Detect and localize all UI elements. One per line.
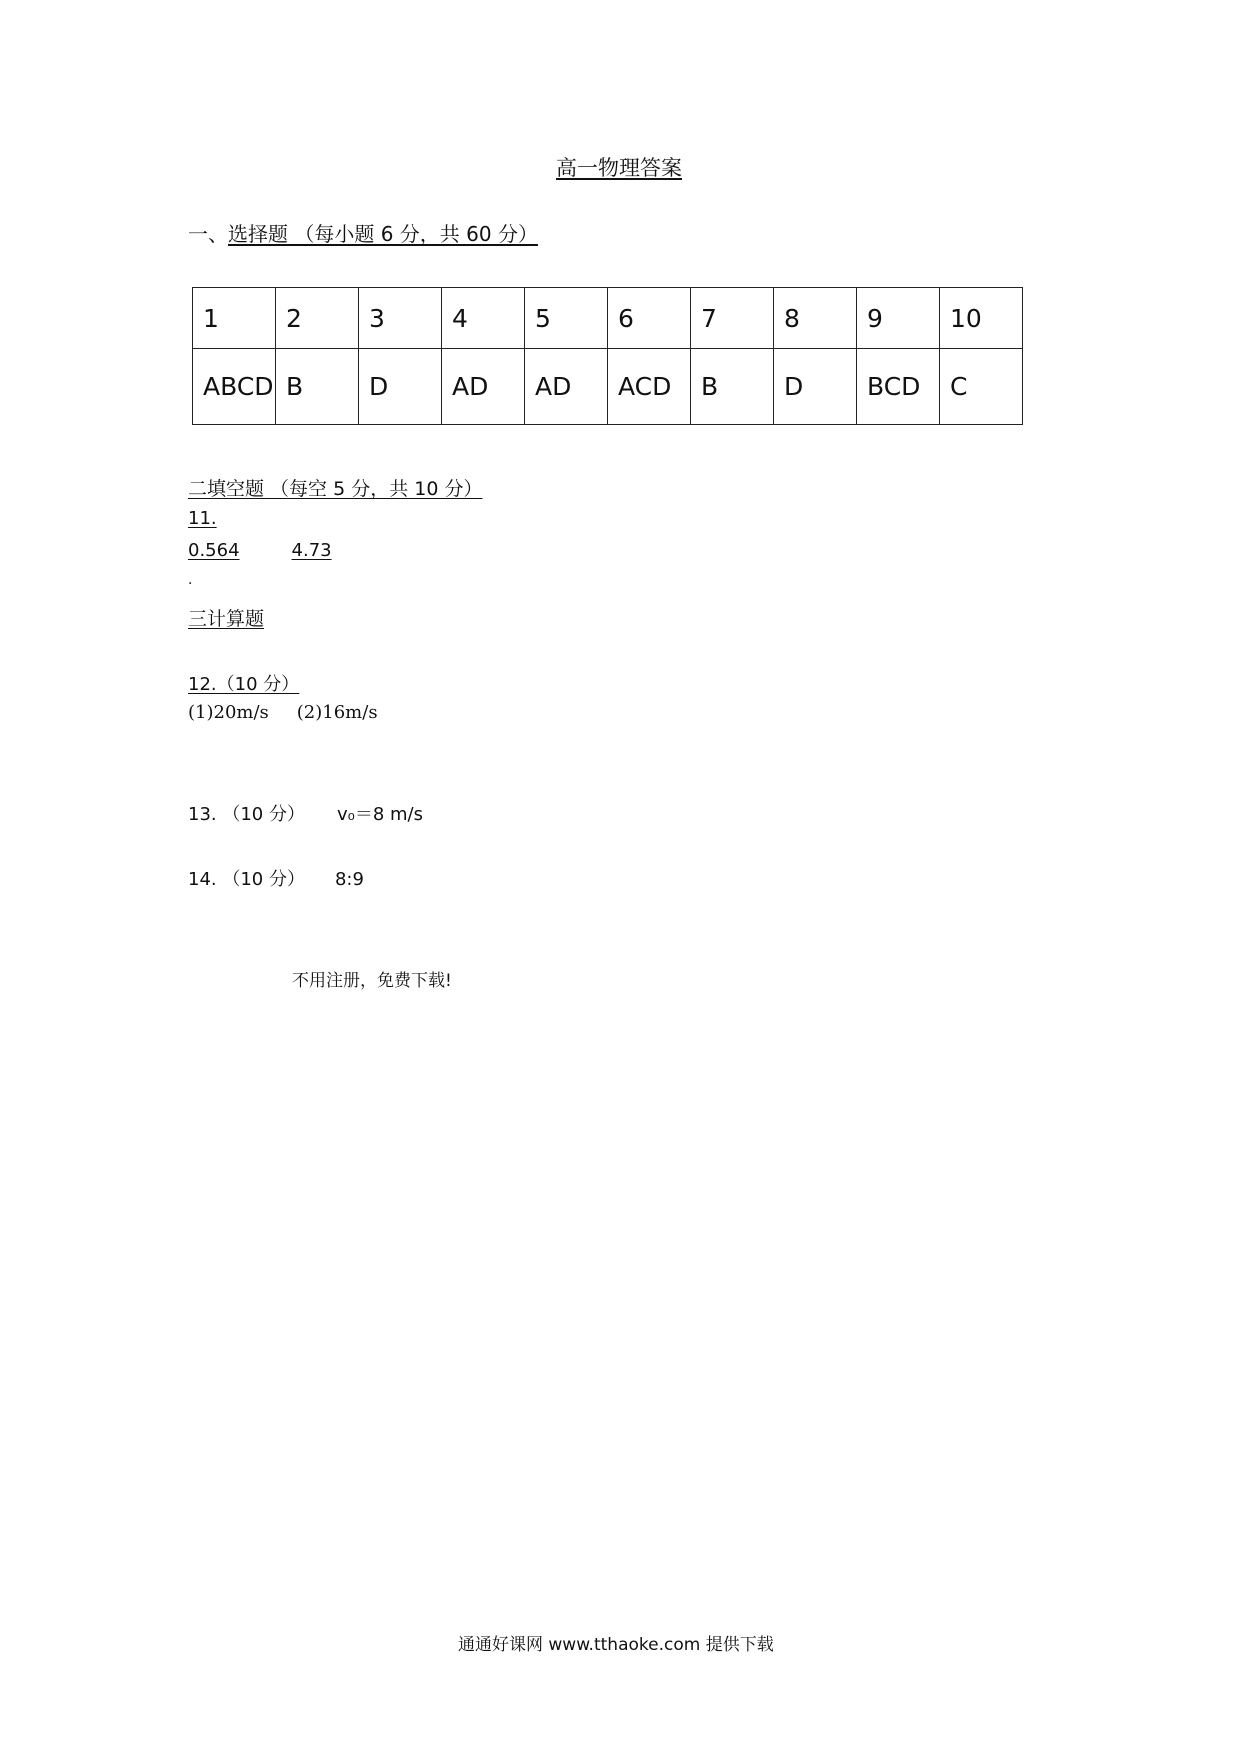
question-number-cell: 9 bbox=[857, 288, 940, 349]
question-11-answer-1: 0.564 bbox=[188, 540, 240, 561]
question-14 bbox=[188, 865, 364, 891]
answer-cell: B bbox=[276, 349, 359, 425]
question-number-cell: 10 bbox=[940, 288, 1023, 349]
answer-cell: D bbox=[774, 349, 857, 425]
section-3-heading: 三计算题 bbox=[188, 608, 265, 630]
question-number-cell: 8 bbox=[774, 288, 857, 349]
answer-table bbox=[192, 287, 1023, 425]
answer-cell: AD bbox=[525, 349, 608, 425]
answer-cell: B bbox=[691, 349, 774, 425]
stray-mark: . bbox=[188, 572, 193, 588]
question-12-answers bbox=[188, 702, 378, 723]
answer-cell: BCD bbox=[857, 349, 940, 425]
question-number-cell: 5 bbox=[525, 288, 608, 349]
answer-cell: C bbox=[940, 349, 1023, 425]
question-12-answer-1: (1)20m/s bbox=[188, 702, 269, 723]
section-2-heading: 二填空题 （每空 5 分，共 10 分） bbox=[188, 478, 483, 500]
question-number-cell: 3 bbox=[359, 288, 442, 349]
answer-cell: D bbox=[359, 349, 442, 425]
answer-cell: ACD bbox=[608, 349, 691, 425]
question-12-answer-2: (2)16m/s bbox=[296, 702, 378, 723]
question-14-answer: 8:9 bbox=[334, 869, 364, 890]
promo-text: 不用注册，免费下载! bbox=[292, 971, 452, 991]
question-11-answers bbox=[188, 540, 332, 561]
page-title: 高一物理答案 bbox=[556, 156, 682, 180]
answer-table-number-row bbox=[193, 288, 1023, 349]
question-13-label: 13. （10 分） bbox=[188, 804, 305, 825]
question-14-label: 14. （10 分） bbox=[188, 869, 305, 890]
section-1-label: 选择题 （每小题 6 分，共 60 分） bbox=[228, 222, 538, 246]
question-12-label: 12.（10 分） bbox=[188, 674, 300, 695]
answer-table-answer-row bbox=[193, 349, 1023, 425]
answer-cell: ABCD bbox=[193, 349, 276, 425]
question-11-answer-2: 4.73 bbox=[291, 540, 332, 561]
question-number-cell: 2 bbox=[276, 288, 359, 349]
question-13 bbox=[188, 800, 423, 826]
page-footer: 通通好课网 www.tthaoke.com 提供下载 bbox=[458, 1635, 774, 1655]
question-number-cell: 6 bbox=[608, 288, 691, 349]
question-number-cell: 4 bbox=[442, 288, 525, 349]
question-13-answer: v₀＝8 m/s bbox=[336, 804, 424, 825]
question-number-cell: 7 bbox=[691, 288, 774, 349]
question-number-cell: 1 bbox=[193, 288, 276, 349]
section-1-number: 一、 bbox=[188, 222, 228, 246]
question-11-label: 11. bbox=[188, 508, 217, 529]
answer-cell: AD bbox=[442, 349, 525, 425]
section-1-heading bbox=[188, 218, 538, 247]
